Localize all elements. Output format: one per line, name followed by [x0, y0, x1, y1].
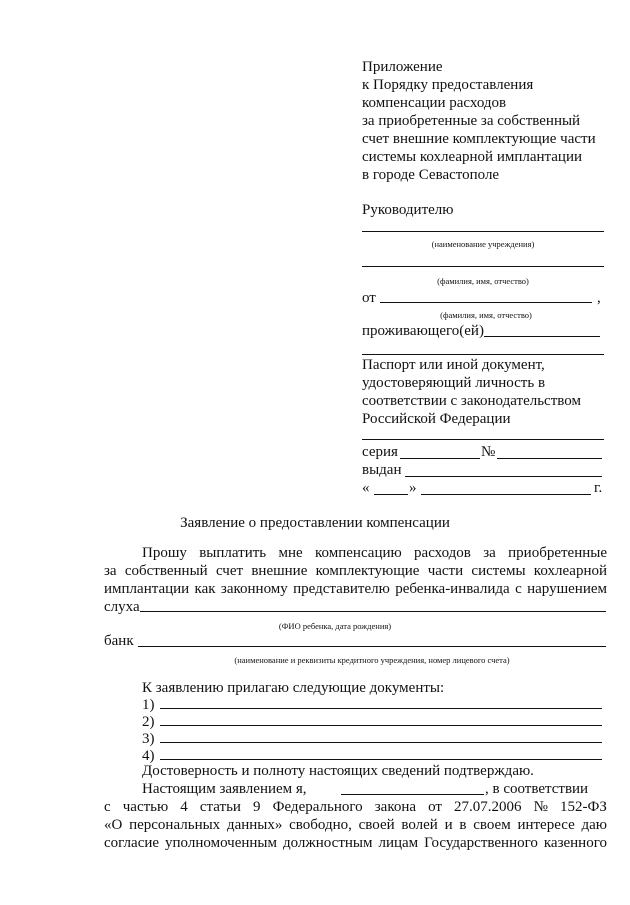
consent-line-3: [104, 816, 607, 834]
bank-field-line[interactable]: [138, 646, 606, 647]
appendix-line: к Порядку предоставления: [362, 77, 534, 93]
passport-line: удостоверяющий личность в: [362, 375, 546, 391]
issued-label: выдан: [362, 462, 402, 478]
fio-caption-1: (фамилия, имя, отчество): [437, 276, 529, 286]
from-comma: ,: [597, 290, 601, 306]
consent-line-1-end: , в соответствии: [485, 781, 589, 797]
passport-line: Российской Федерации: [362, 411, 511, 427]
number-label: №: [481, 444, 496, 460]
request-line-1-text: Прошу выплатить мне компенсацию расходов за приобретенные: [142, 545, 607, 561]
residing-field-line-2[interactable]: [362, 354, 604, 355]
residing-label: проживающего(ей): [362, 323, 484, 339]
consent-word: 4: [180, 799, 188, 815]
request-line-2: [104, 562, 607, 580]
child-caption: (ФИО ребенка, дата рождения): [278, 621, 392, 631]
attachment-number: 2): [142, 714, 155, 730]
attachment-number: 1): [142, 697, 155, 713]
hearing-label: слуха: [104, 599, 140, 615]
consent-word: 152-ФЗ: [560, 799, 607, 815]
addressee-label: Руководителю: [362, 202, 454, 218]
confirmation-text: Достоверность и полноту настоящих сведений подтверждаю.: [142, 763, 534, 779]
appendix-line: компенсации расходов: [362, 95, 507, 111]
appendix-line: системы кохлеарной имплантации: [362, 149, 583, 165]
consent-word: 27.07.2006: [454, 799, 522, 815]
consent-line-4-text: согласие уполномоченным должностным лицам Государственного казенного: [104, 835, 607, 851]
attachment-number: 4): [142, 748, 155, 764]
consent-name-field-line[interactable]: [341, 794, 484, 795]
issued-field-line[interactable]: [405, 476, 602, 477]
passport-line: соответствии с законодательством: [362, 393, 581, 409]
consent-word: Федерального: [272, 799, 363, 815]
consent-word: от: [428, 799, 442, 815]
consent-word: закона: [374, 799, 417, 815]
appendix-line: Приложение: [362, 59, 443, 75]
attachment-field-line-4[interactable]: [160, 759, 602, 760]
series-field-line[interactable]: [400, 458, 480, 459]
date-month-year-field-line[interactable]: [421, 494, 591, 495]
attachment-field-line-1[interactable]: [160, 708, 602, 709]
attachment-number: 3): [142, 731, 155, 747]
bank-caption: (наименование и реквизиты кредитного учреждения, номер лицевого счета): [234, 655, 510, 665]
consent-line-4: [104, 834, 607, 852]
fio-caption-2: (фамилия, имя, отчество): [440, 310, 532, 320]
date-open-quote: «: [362, 480, 370, 496]
appendix-line: в городе Севастополе: [362, 167, 500, 183]
child-fio-field-line[interactable]: [140, 611, 606, 612]
year-suffix: г.: [594, 480, 603, 496]
from-label: от: [362, 290, 376, 306]
application-title: Заявление о предоставлении компенсации: [180, 515, 450, 531]
consent-word: частью: [122, 799, 169, 815]
attachment-field-line-2[interactable]: [160, 725, 602, 726]
institution-caption: (наименование учреждения): [431, 239, 535, 249]
addressee-fio-field-line[interactable]: [362, 266, 604, 267]
request-line-3: [104, 580, 607, 598]
applicant-fio-field-line[interactable]: [380, 302, 592, 303]
consent-line-1-start: Настоящим заявлением я,: [142, 781, 307, 797]
passport-field-line[interactable]: [362, 439, 604, 440]
request-line-3-text: имплантации как законному представителю ребенка-инвалида с нарушением: [104, 581, 607, 597]
passport-line: Паспорт или иной документ,: [362, 357, 545, 373]
consent-word: с: [104, 799, 111, 815]
consent-word: №: [533, 799, 548, 815]
consent-word: 9: [253, 799, 261, 815]
request-line-2-text: за собственный счет внешние комплектующие части системы кохлеарной: [104, 563, 607, 579]
number-field-line[interactable]: [497, 458, 602, 459]
appendix-line: счет внешние комплектующие части: [362, 131, 596, 147]
series-label: серия: [362, 444, 398, 460]
attachments-intro: К заявлению прилагаю следующие документы:: [142, 680, 445, 696]
consent-word: статьи: [199, 799, 241, 815]
residing-field-line-1[interactable]: [484, 336, 600, 337]
attachment-field-line-3[interactable]: [160, 742, 602, 743]
institution-field-line[interactable]: [362, 231, 604, 232]
request-line-1: [142, 544, 607, 562]
consent-line-3-text: «О персональных данных» свободно, своей волей и в своем интересе даю: [104, 817, 607, 833]
bank-label: банк: [104, 633, 134, 649]
consent-line-2: [104, 798, 607, 816]
date-close-quote: »: [409, 480, 417, 496]
appendix-line: за приобретенные за собственный: [362, 113, 581, 129]
date-day-field-line[interactable]: [374, 494, 408, 495]
